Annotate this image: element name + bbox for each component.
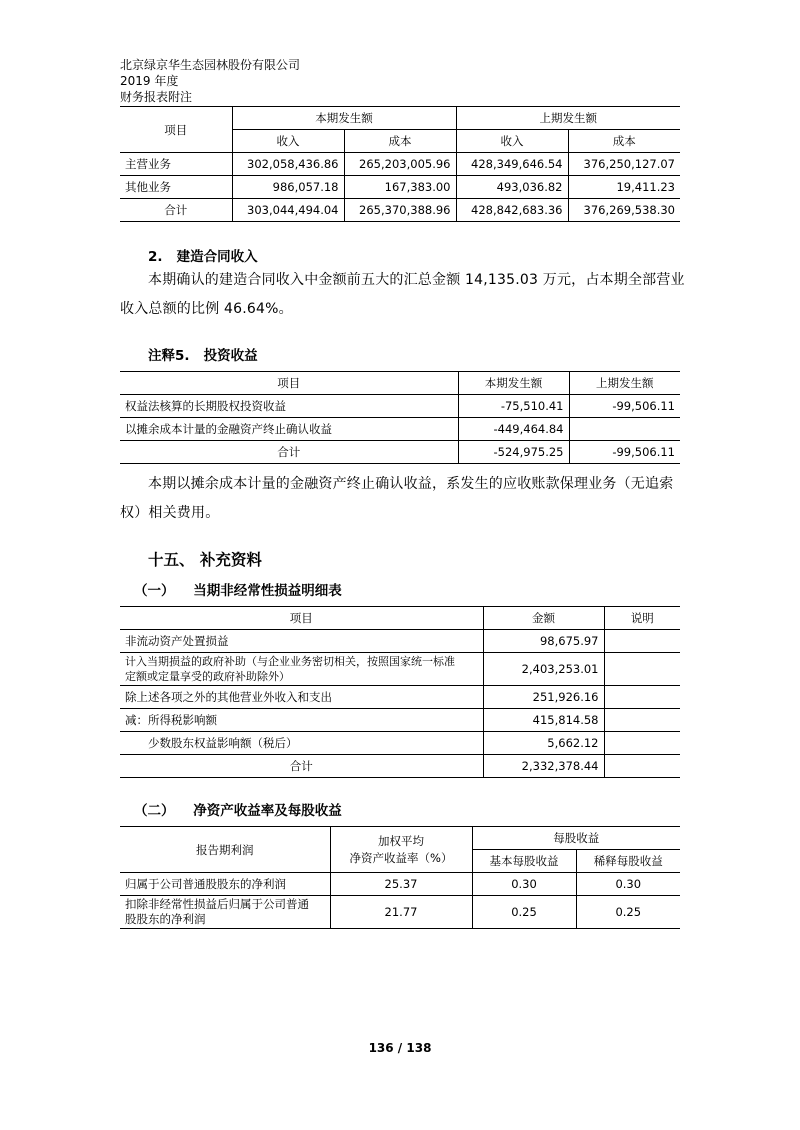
col-basic-eps: 基本每股收益	[472, 850, 576, 873]
cell-value: 0.30	[576, 873, 680, 896]
cell-note	[604, 732, 680, 755]
cell-value: 303,044,494.04	[232, 199, 344, 222]
cell-value: 251,926.16	[483, 686, 604, 709]
row-item-line: 扣除非经常性损益后归属于公司普通	[125, 897, 309, 911]
row-item: 非流动资产处置损益	[120, 630, 483, 653]
table-row	[120, 395, 680, 418]
row-item-line: 计入当期损益的政府补助（与企业业务密切相关，按照国家统一标准	[125, 655, 455, 668]
row-item-line: 股股东的净利润	[125, 912, 206, 926]
cell-value: 986,057.18	[232, 176, 344, 199]
cell-value: 98,675.97	[483, 630, 604, 653]
cell-note	[604, 653, 680, 686]
col-current-income: 收入	[232, 130, 344, 153]
cell-value: 265,370,388.96	[344, 199, 456, 222]
col-note: 说明	[604, 607, 680, 630]
row-item: 合计	[120, 441, 458, 464]
cell-value: 428,842,683.36	[456, 199, 568, 222]
table-row	[120, 653, 680, 686]
cell-value: 493,036.82	[456, 176, 568, 199]
roe-eps-table	[120, 826, 680, 929]
subsection-heading: （一） 当期非经常性损益明细表	[134, 583, 342, 599]
cell-note	[604, 630, 680, 653]
cell-value: 376,250,127.07	[568, 153, 680, 176]
row-item: 少数股东权益影响额（税后）	[120, 732, 483, 755]
col-previous-period: 上期发生额	[456, 107, 680, 130]
col-eps: 每股收益	[472, 827, 680, 850]
cell-value: 0.25	[576, 896, 680, 929]
cell-value: -449,464.84	[458, 418, 569, 441]
table-row	[120, 153, 680, 176]
row-item: 合计	[120, 199, 232, 222]
paragraph-line: 收入总额的比例 46.64%。	[120, 301, 293, 317]
row-item: 除上述各项之外的其他营业外收入和支出	[120, 686, 483, 709]
col-item: 项目	[120, 107, 232, 153]
cell-value: 21.77	[330, 896, 472, 929]
section-heading: 2. 建造合同收入	[148, 249, 258, 265]
cell-value: 19,411.23	[568, 176, 680, 199]
revenue-table	[120, 107, 680, 222]
table-row	[120, 418, 680, 441]
col-item: 项目	[120, 372, 458, 395]
col-weighted-roe	[330, 827, 472, 873]
row-item	[120, 653, 483, 686]
cell-value: 265,203,005.96	[344, 153, 456, 176]
cell-value: 0.25	[472, 896, 576, 929]
cell-value: 2,332,378.44	[483, 755, 604, 778]
table-row	[120, 896, 680, 929]
cell-value: 25.37	[330, 873, 472, 896]
col-report-profit: 报告期利润	[120, 827, 330, 873]
row-item: 其他业务	[120, 176, 232, 199]
report-type: 财务报表附注	[120, 90, 193, 104]
col-roe-line: 净资产收益率（%）	[349, 850, 453, 865]
cell-value: 5,662.12	[483, 732, 604, 755]
table-row	[120, 686, 680, 709]
col-diluted-eps: 稀释每股收益	[576, 850, 680, 873]
cell-value: 167,383.00	[344, 176, 456, 199]
table-row	[120, 630, 680, 653]
cell-value: 376,269,538.30	[568, 199, 680, 222]
nonrecurring-table	[120, 606, 680, 778]
table-row	[120, 873, 680, 896]
cell-value: 415,814.58	[483, 709, 604, 732]
cell-value: 0.30	[472, 873, 576, 896]
report-year: 2019 年度	[120, 74, 179, 88]
cell-value: -99,506.11	[569, 441, 680, 464]
col-current-period: 本期发生额	[458, 372, 569, 395]
cell-value: -75,510.41	[458, 395, 569, 418]
row-item-line: 定额或定量享受的政府补助除外）	[125, 670, 290, 683]
row-item: 主营业务	[120, 153, 232, 176]
row-item: 归属于公司普通股股东的净利润	[120, 873, 330, 896]
table-row	[120, 709, 680, 732]
cell-value: -99,506.11	[569, 395, 680, 418]
table-row-total	[120, 755, 680, 778]
chapter-heading: 十五、 补充资料	[148, 551, 262, 569]
company-name: 北京绿京华生态园林股份有限公司	[120, 58, 301, 72]
table-row-total	[120, 199, 680, 222]
row-item: 减：所得税影响额	[120, 709, 483, 732]
col-roe-line: 加权平均	[378, 833, 424, 848]
paragraph-line: 权）相关费用。	[120, 505, 220, 521]
col-item: 项目	[120, 607, 483, 630]
paragraph-line: 本期确认的建造合同收入中金额前五大的汇总金额 14,135.03 万元，占本期全部营业	[148, 272, 685, 288]
col-previous-cost: 成本	[568, 130, 680, 153]
col-previous-period: 上期发生额	[569, 372, 680, 395]
paragraph-line: 本期以摊余成本计量的金融资产终止确认收益，系发生的应收账款保理业务（无追索	[148, 476, 674, 492]
cell-value	[569, 418, 680, 441]
table-row-total	[120, 441, 680, 464]
col-current-period: 本期发生额	[232, 107, 456, 130]
cell-note	[604, 709, 680, 732]
table-row	[120, 176, 680, 199]
col-current-cost: 成本	[344, 130, 456, 153]
page-number: 136 / 138	[368, 1041, 432, 1055]
row-item	[120, 896, 330, 929]
cell-value: 2,403,253.01	[483, 653, 604, 686]
cell-note	[604, 686, 680, 709]
cell-value: 428,349,646.54	[456, 153, 568, 176]
col-amount: 金额	[483, 607, 604, 630]
cell-note	[604, 755, 680, 778]
row-item: 合计	[120, 755, 483, 778]
cell-value: 302,058,436.86	[232, 153, 344, 176]
col-previous-income: 收入	[456, 130, 568, 153]
cell-value: -524,975.25	[458, 441, 569, 464]
row-item: 以摊余成本计量的金融资产终止确认收益	[120, 418, 458, 441]
note-heading: 注释5. 投资收益	[148, 348, 258, 364]
table-row	[120, 732, 680, 755]
row-item: 权益法核算的长期股权投资收益	[120, 395, 458, 418]
subsection-heading: （二） 净资产收益率及每股收益	[134, 803, 342, 819]
investment-income-table	[120, 371, 680, 464]
